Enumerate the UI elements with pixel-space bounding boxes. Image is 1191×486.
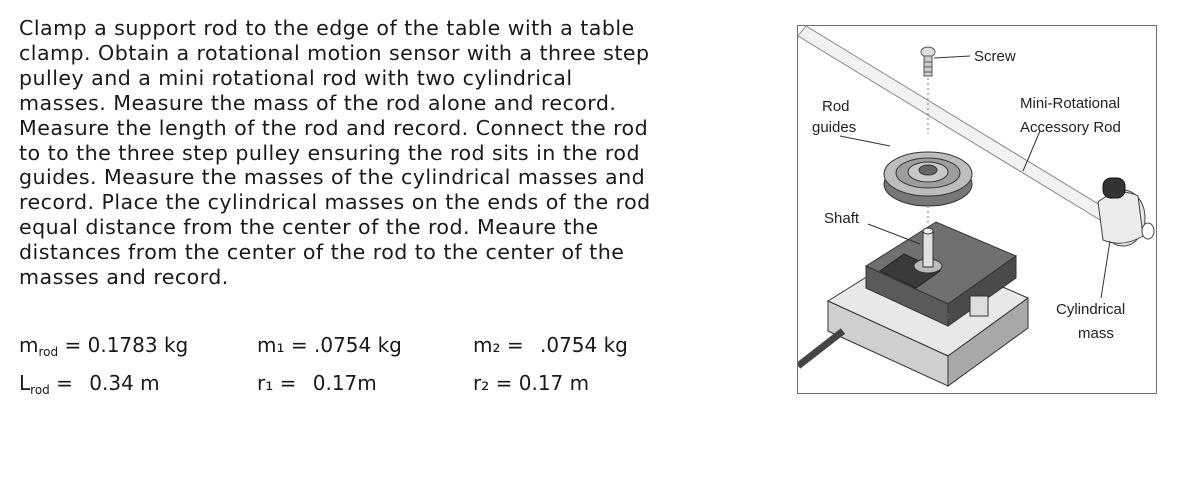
m1-symbol: m₁	[257, 333, 285, 357]
cylindrical-mass-label-line1: Cylindrical	[1056, 301, 1126, 318]
mini-rod-label-line1: Mini-Rotational	[1020, 95, 1121, 112]
apparatus-diagram	[798, 26, 1156, 393]
apparatus-figure	[797, 25, 1157, 394]
r1-value: 0.17m	[312, 371, 377, 395]
rod-guides-label-line2: guides	[812, 119, 857, 136]
three-step-pulley-icon	[884, 152, 972, 226]
m-rod-measurement: $m_{rod} = 0.1783$ kg	[19, 333, 189, 359]
instructions-paragraph: Clamp a support rod to the edge of the table with a table clamp. Obtain a rotational motion sensor with a three step pulley and a mini rotational rod with two cylindrical masses. Measure the mass of the rod alone and record. Measure the length of the rod and record. Connect the rod to to the three step pulley ensuring the rod sits in the rod guides. Measure the masses of the cylindrical masses and record. Place the cylindrical masses on the ends of the rod equal distance from the center of the rod. Meaure the distances from the center of the rod to the center of the masses and record.	[19, 16, 651, 290]
mini-rod-label-line2: Accessory Rod	[1020, 119, 1121, 136]
m-rod-symbol: m	[19, 333, 39, 357]
l-rod-subscript: rod	[30, 383, 50, 397]
cylindrical-mass-label-line2: mass	[1078, 325, 1114, 342]
l-rod-value: 0.34 m	[89, 371, 160, 395]
r1-measurement: r₁ = 0.17m	[257, 371, 377, 395]
shaft-label: Shaft	[824, 210, 860, 227]
m1-value: .0754 kg	[313, 333, 402, 357]
r2-value: 0.17 m	[518, 371, 590, 395]
m2-symbol: m₂	[473, 333, 501, 357]
r2-symbol: r₂	[473, 371, 490, 395]
l-rod-symbol: L	[19, 371, 31, 395]
screw-label: Screw	[974, 48, 1016, 65]
rod-guides-label-line1: Rod	[822, 98, 850, 115]
m2-measurement: m₂ = .0754 kg	[473, 333, 628, 357]
l-rod-measurement: $L_{rod} = 0.34$ m	[19, 371, 160, 397]
m1-measurement: m₁ = .0754 kg	[257, 333, 402, 357]
rotational-motion-sensor-icon	[798, 222, 1028, 386]
m-rod-value: 0.1783 kg	[87, 333, 189, 357]
screw-icon	[921, 47, 935, 134]
m-rod-subscript: rod	[38, 345, 59, 359]
r2-measurement: r₂ = 0.17 m	[473, 371, 590, 395]
m2-value: .0754 kg	[539, 333, 628, 357]
r1-symbol: r₁	[257, 371, 274, 395]
cylindrical-mass-icon	[1098, 178, 1154, 246]
